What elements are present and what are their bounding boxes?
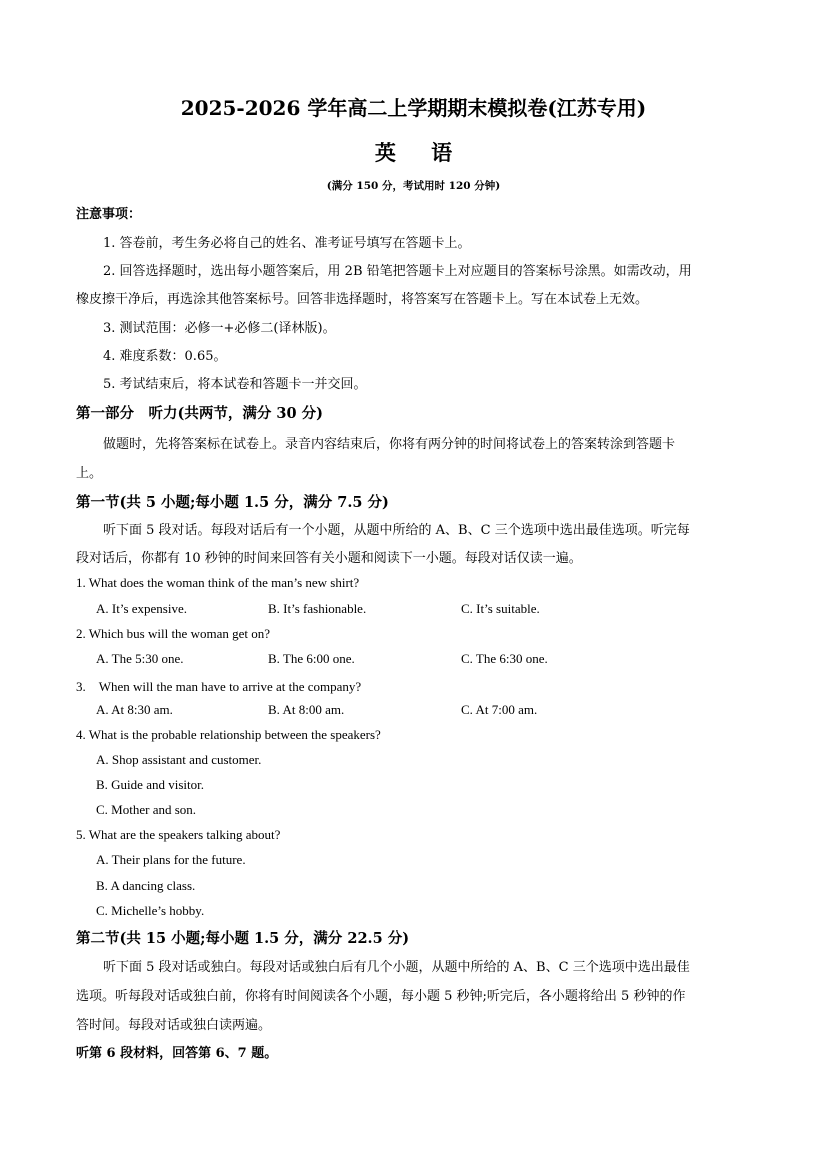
option-c: C. The 6:30 one.	[461, 651, 548, 666]
subject-title: 英 语	[374, 140, 467, 165]
section2-heading: 第二节(共 15 小题;每小题 1.5 分，满分 22.5 分)	[76, 930, 410, 947]
exam-title: 2025-2026 学年高二上学期期末模拟卷(江苏专用)	[180, 96, 647, 120]
option-b: B. A dancing class.	[96, 878, 196, 893]
option-b: B. Guide and visitor.	[96, 777, 204, 792]
question-stem: 2. Which bus will the woman get on?	[76, 626, 271, 641]
option-b: B. The 6:00 one.	[268, 651, 355, 666]
option-c: C. At 7:00 am.	[461, 702, 538, 717]
notice-item: 3. 测试范围：必修一+必修二(译林版)。	[103, 321, 336, 336]
section2-intro: 选项。听每段对话或独白前，你将有时间阅读各个小题，每小题 5 秒钟;听完后，各小题将给出 5 秒钟的作	[76, 989, 686, 1004]
score-note: (满分 150 分，考试用时 120 分钟)	[326, 180, 501, 192]
section1-intro: 段对话后，你都有 10 秒钟的时间来回答有关小题和阅读下一小题。每段对话仅读一遍。	[76, 551, 582, 566]
notice-item: 橡皮擦干净后，再选涂其他答案标号。回答非选择题时，将答案写在答题卡上。写在本试卷上无效。	[76, 292, 649, 307]
question-stem: 5. What are the speakers talking about?	[76, 827, 281, 842]
option-b: B. It’s fashionable.	[268, 601, 367, 616]
option-b: B. At 8:00 am.	[268, 702, 345, 717]
notice-item: 4. 难度系数：0.65。	[103, 349, 227, 364]
option-a: A. Shop assistant and customer.	[96, 752, 262, 767]
notice-item: 2. 回答选择题时，选出每小题答案后，用 2B 铅笔把答题卡上对应题目的答案标号涂黑。如需改动，用	[103, 264, 692, 279]
section1-intro: 听下面 5 段对话。每段对话后有一个小题，从题中所给的 A、B、C 三个选项中选出最佳选项。听完每	[103, 523, 690, 538]
section1-heading: 第一节(共 5 小题;每小题 1.5 分，满分 7.5 分)	[76, 494, 389, 511]
option-a: A. The 5:30 one.	[96, 651, 184, 666]
option-c: C. Mother and son.	[96, 802, 197, 817]
question-stem: 1. What does the woman think of the man’s new shirt?	[76, 575, 360, 590]
material-heading: 听第 6 段材料，回答第 6、7 题。	[76, 1046, 278, 1061]
notice-item: 1. 答卷前，考生务必将自己的姓名、准考证号填写在答题卡上。	[103, 236, 471, 251]
notice-item: 5. 考试结束后，将本试卷和答题卡一并交回。	[103, 377, 367, 392]
part1-heading: 第一部分 听力(共两节，满分 30 分)	[76, 405, 323, 422]
option-a: A. Their plans for the future.	[96, 852, 246, 867]
section2-intro: 听下面 5 段对话或独白。每段对话或独白后有几个小题，从题中所给的 A、B、C 三个选项中选出最佳	[103, 960, 690, 975]
section2-intro: 答时间。每段对话或独白读两遍。	[76, 1018, 272, 1033]
notice-heading: 注意事项：	[76, 207, 142, 222]
question-stem: 4. What is the probable relationship between the speakers?	[76, 727, 381, 742]
question-stem: 3. When will the man have to arrive at the company?	[76, 679, 362, 694]
part1-intro: 做题时，先将答案标在试卷上。录音内容结束后，你将有两分钟的时间将试卷上的答案转涂到答题卡	[103, 437, 676, 452]
option-c: C. It’s suitable.	[461, 601, 540, 616]
option-c: C. Michelle’s hobby.	[96, 903, 205, 918]
option-a: A. At 8:30 am.	[96, 702, 173, 717]
part1-intro: 上。	[76, 466, 103, 481]
option-a: A. It’s expensive.	[96, 601, 187, 616]
